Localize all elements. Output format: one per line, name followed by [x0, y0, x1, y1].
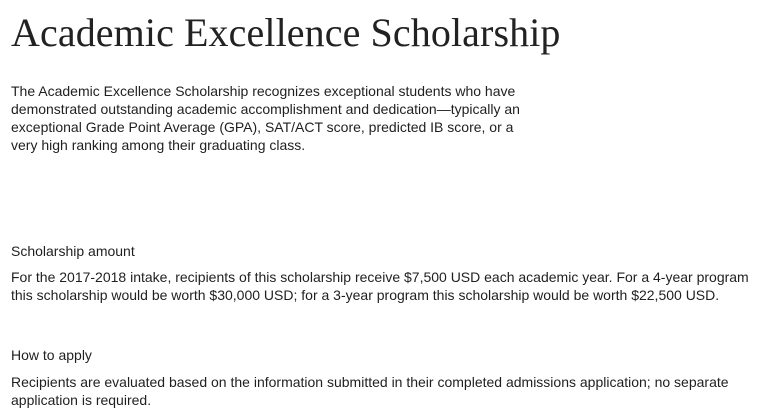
page-title: Academic Excellence Scholarship [11, 10, 561, 55]
scholarship-amount-heading: Scholarship amount [11, 243, 135, 259]
scholarship-amount-text: For the 2017-2018 intake, recipients of this scholarship receive $7,500 USD each academic year. For a 4-year program this scholarship would be worth $30,000 USD; for a 3-year program this scholarship would be worth $22,500 USD. [11, 269, 749, 303]
how-to-apply-heading: How to apply [11, 347, 92, 363]
intro-paragraph: The Academic Excellence Scholarship recognizes exceptional students who have demonstrated outstanding academic accomplishment and dedication—typically an exceptional Grade Point Average (GPA), SAT/ACT score, predicted IB score, or a very high ranking among their graduating class. [11, 83, 520, 153]
how-to-apply-text: Recipients are evaluated based on the information submitted in their completed admissions application; no separate application is required. [11, 374, 729, 408]
